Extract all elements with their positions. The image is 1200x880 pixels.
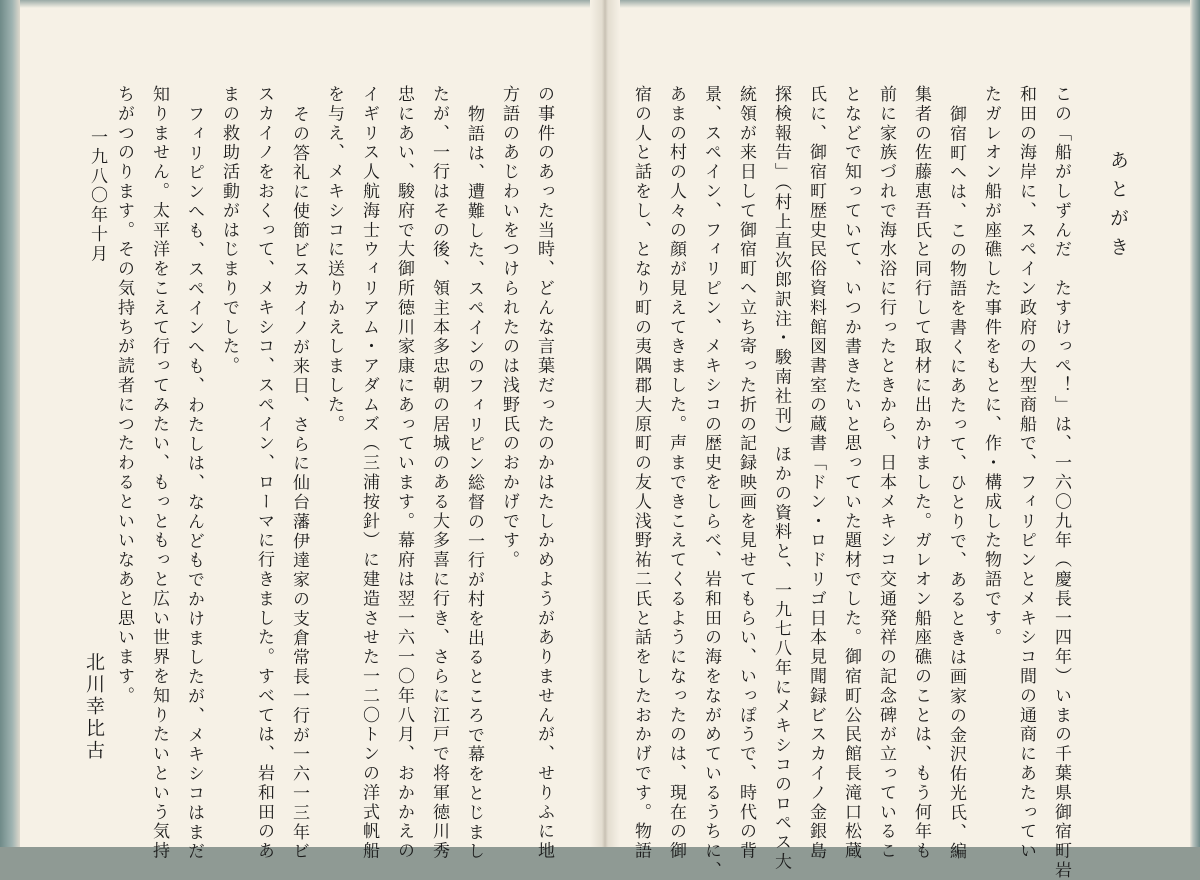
author-name: 北川幸比古 bbox=[83, 652, 105, 762]
text-line: スカイノをおくって、メキシコ、スペイン、ローマに行きました。すべては、岩和田のあ bbox=[254, 85, 274, 861]
text-line: フィリピンへも、スペインへも、わたしは、なんどもでかけましたが、メキシコはまだ bbox=[184, 105, 204, 862]
text-line: 物語は、遭難した、スペインのフィリピン総督の一行が村を出るところで幕をとじまし bbox=[464, 105, 484, 862]
page-title: あとがき bbox=[1107, 150, 1129, 266]
book-cover-edge-right bbox=[1190, 0, 1200, 847]
book-cover-edge-left bbox=[0, 0, 20, 847]
text-line: まの救助活動がはじまりでした。 bbox=[219, 85, 239, 376]
text-line: 宿の人と話をし、となり町の夷隅郡大原町の友人浅野祐二氏と話をしたおかげです。物語 bbox=[631, 85, 651, 861]
book-gutter bbox=[590, 0, 620, 847]
text-line: イギリス人航海士ウィリアム・アダムズ（三浦按針）に建造させた一二〇トンの洋式帆船 bbox=[359, 85, 379, 861]
text-line: 方語のあじわいをつけられたのは浅野氏のおかげです。 bbox=[499, 85, 519, 570]
text-line: たガレオン船が座礁した事件をもとに、作・構成した物語です。 bbox=[981, 85, 1001, 648]
text-line: たが、一行はその後、領主本多忠朝の居城のある大多喜に行き、さらに江戸で将軍徳川秀 bbox=[429, 85, 449, 861]
text-line: となどで知っていて、いつか書きたいと思っていた題材でした。御宿町公民館長滝口松蔵 bbox=[841, 85, 861, 861]
text-line: 知りません。太平洋をこえて行ってみたい、もっともっと広い世界を知りたいという気持 bbox=[149, 85, 169, 861]
text-line: 前に家族づれで海水浴に行ったときから、日本メキシコ交通発祥の記念碑が立っているこ bbox=[876, 85, 896, 861]
text-line: 忠にあい、駿府で大御所徳川家康にあっています。幕府は翌一六一〇年八月、おかかえの bbox=[394, 85, 414, 861]
text-line: この「船がしずんだ たすけっぺ！」は、一六〇九年（慶長一四年）いまの千葉県御宿町岩 bbox=[1051, 85, 1071, 880]
text-line: 御宿町へは、この物語を書くにあたって、ひとりで、あるときは画家の金沢佑光氏、編 bbox=[946, 105, 966, 862]
left-page bbox=[20, 0, 590, 862]
text-line: の事件のあった当時、どんな言葉だったのかはたしかめようがありませんが、せりふに地 bbox=[534, 85, 554, 861]
text-line: ちがつのります。その気持ちが読者につたわるといいなあと思います。 bbox=[114, 85, 134, 706]
text-line: あまの村の人々の顔が見えてきました。声まできこえてくるようになったのは、現在の御 bbox=[666, 85, 686, 861]
text-line: 和田の海岸に、スペイン政府の大型商船で、フィリピンとメキシコ間の通商にあたってい bbox=[1016, 85, 1036, 861]
right-page bbox=[620, 0, 1190, 880]
text-line: 氏に、御宿町歴史民俗資料館図書室の蔵書「ドン・ロドリゴ日本見聞録ビスカイノ金銀島 bbox=[806, 85, 826, 861]
afterword-date: 一九八〇年十月 bbox=[87, 128, 107, 264]
text-line: その答礼に使節ビスカイノが来日、さらに仙台藩伊達家の支倉常長一行が一六一三年ビ bbox=[289, 105, 309, 862]
text-line: 統領が来日して御宿町へ立ち寄った折の記録映画を見せてもらい、いっぽうで、時代の背 bbox=[736, 85, 756, 861]
text-line: 景、スペイン、フィリピン、メキシコの歴史をしらべ、岩和田の海をながめているうちに、 bbox=[701, 85, 721, 880]
text-line: 集者の佐藤恵吾氏と同行して取材に出かけました。ガレオン船座礁のことは、もう何年も bbox=[911, 85, 931, 861]
text-line: 探検報告」（村上直次郎訳注・駿南社刊）ほかの資料と、一九七八年にメキシコのロペス大 bbox=[771, 85, 791, 872]
text-line: を与え、メキシコに送りかえしました。 bbox=[324, 85, 344, 435]
